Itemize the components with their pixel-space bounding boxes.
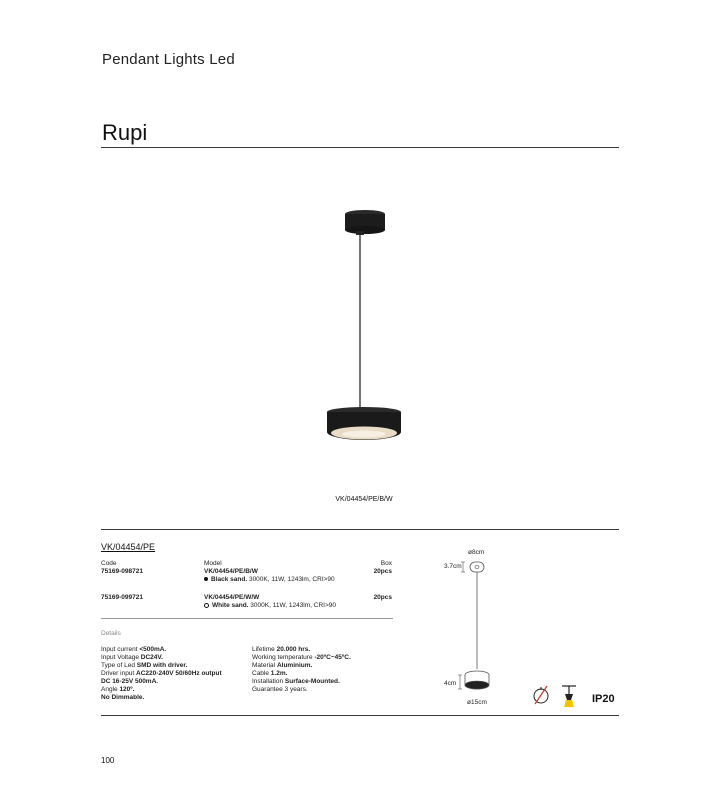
shade-icon bbox=[327, 407, 401, 440]
row-1-box: 20pcs bbox=[373, 568, 392, 575]
dimension-drawing bbox=[420, 545, 530, 715]
detail-item: Material Aluminium. bbox=[252, 662, 313, 669]
black-finish-icon bbox=[204, 577, 208, 581]
shade-height-label: 4cm bbox=[444, 680, 457, 687]
photo-caption: VK/04454/PE/B/W bbox=[335, 496, 393, 503]
detail-item: Cable 1.2m. bbox=[252, 670, 288, 677]
row-2-finish: White sand. bbox=[212, 602, 249, 609]
title-divider bbox=[101, 147, 619, 148]
product-photo bbox=[300, 200, 430, 460]
canopy-icon bbox=[345, 210, 385, 235]
white-finish-icon bbox=[204, 603, 209, 608]
detail-item: Working temperature -20ºC~45ºC. bbox=[252, 654, 351, 661]
led-bulb-icon bbox=[562, 686, 576, 707]
detail-item: Input current <500mA. bbox=[101, 646, 167, 653]
details-left-column bbox=[101, 646, 222, 702]
column-header-model: Model bbox=[204, 560, 222, 567]
row-2-code: 75169-099721 bbox=[101, 594, 143, 601]
detail-item: Lifetime 20.000 hrs. bbox=[252, 646, 311, 653]
row-2-box: 20pcs bbox=[373, 594, 392, 601]
row-1-code: 75169-098721 bbox=[101, 568, 143, 575]
bottom-divider bbox=[101, 715, 619, 716]
detail-item: Driver input AC220-240V 50/60Hz output bbox=[101, 670, 222, 677]
rating-icons bbox=[530, 682, 588, 708]
column-header-box: Box bbox=[380, 560, 392, 567]
model-group-heading: VK/04454/PE bbox=[101, 542, 156, 552]
row-1-spec: 3000K, 11W, 1243lm, CRI>90 bbox=[248, 576, 335, 583]
detail-item: No Dimmable. bbox=[101, 694, 145, 701]
row-1-model: VK/04454/PE/B/W bbox=[204, 568, 258, 575]
shade-diameter-label: ø15cm bbox=[467, 699, 487, 706]
detail-item: Input Voltage DC24V. bbox=[101, 654, 163, 661]
detail-item: DC 16-25V 500mA. bbox=[101, 678, 159, 685]
detail-item: Guarantee 3 years. bbox=[252, 686, 308, 693]
column-header-code: Code bbox=[101, 560, 117, 567]
ip-rating: IP20 bbox=[592, 693, 615, 705]
row-1-description bbox=[204, 576, 335, 584]
row-1-finish: Black sand. bbox=[211, 576, 248, 583]
details-right-column bbox=[252, 646, 351, 694]
row-2-description bbox=[204, 602, 336, 610]
page-number: 100 bbox=[101, 756, 115, 765]
table-divider bbox=[101, 618, 393, 619]
detail-item: Type of Led SMD with driver. bbox=[101, 662, 188, 669]
canopy-height-label: 3.7cm bbox=[444, 563, 462, 570]
detail-item: Installation Surface-Mounted. bbox=[252, 678, 340, 685]
row-2-spec: 3000K, 11W, 1243lm, CRI>90 bbox=[250, 602, 336, 609]
no-dimmer-icon bbox=[534, 686, 548, 704]
spec-divider bbox=[101, 529, 619, 530]
product-title: Rupi bbox=[102, 120, 148, 145]
category-title: Pendant Lights Led bbox=[102, 51, 235, 68]
details-heading: Details bbox=[101, 630, 121, 637]
detail-item: Angle 120º. bbox=[101, 686, 135, 693]
row-2-model: VK/04454/PE/W/W bbox=[204, 594, 260, 601]
canopy-diameter-label: ø8cm bbox=[468, 549, 485, 556]
